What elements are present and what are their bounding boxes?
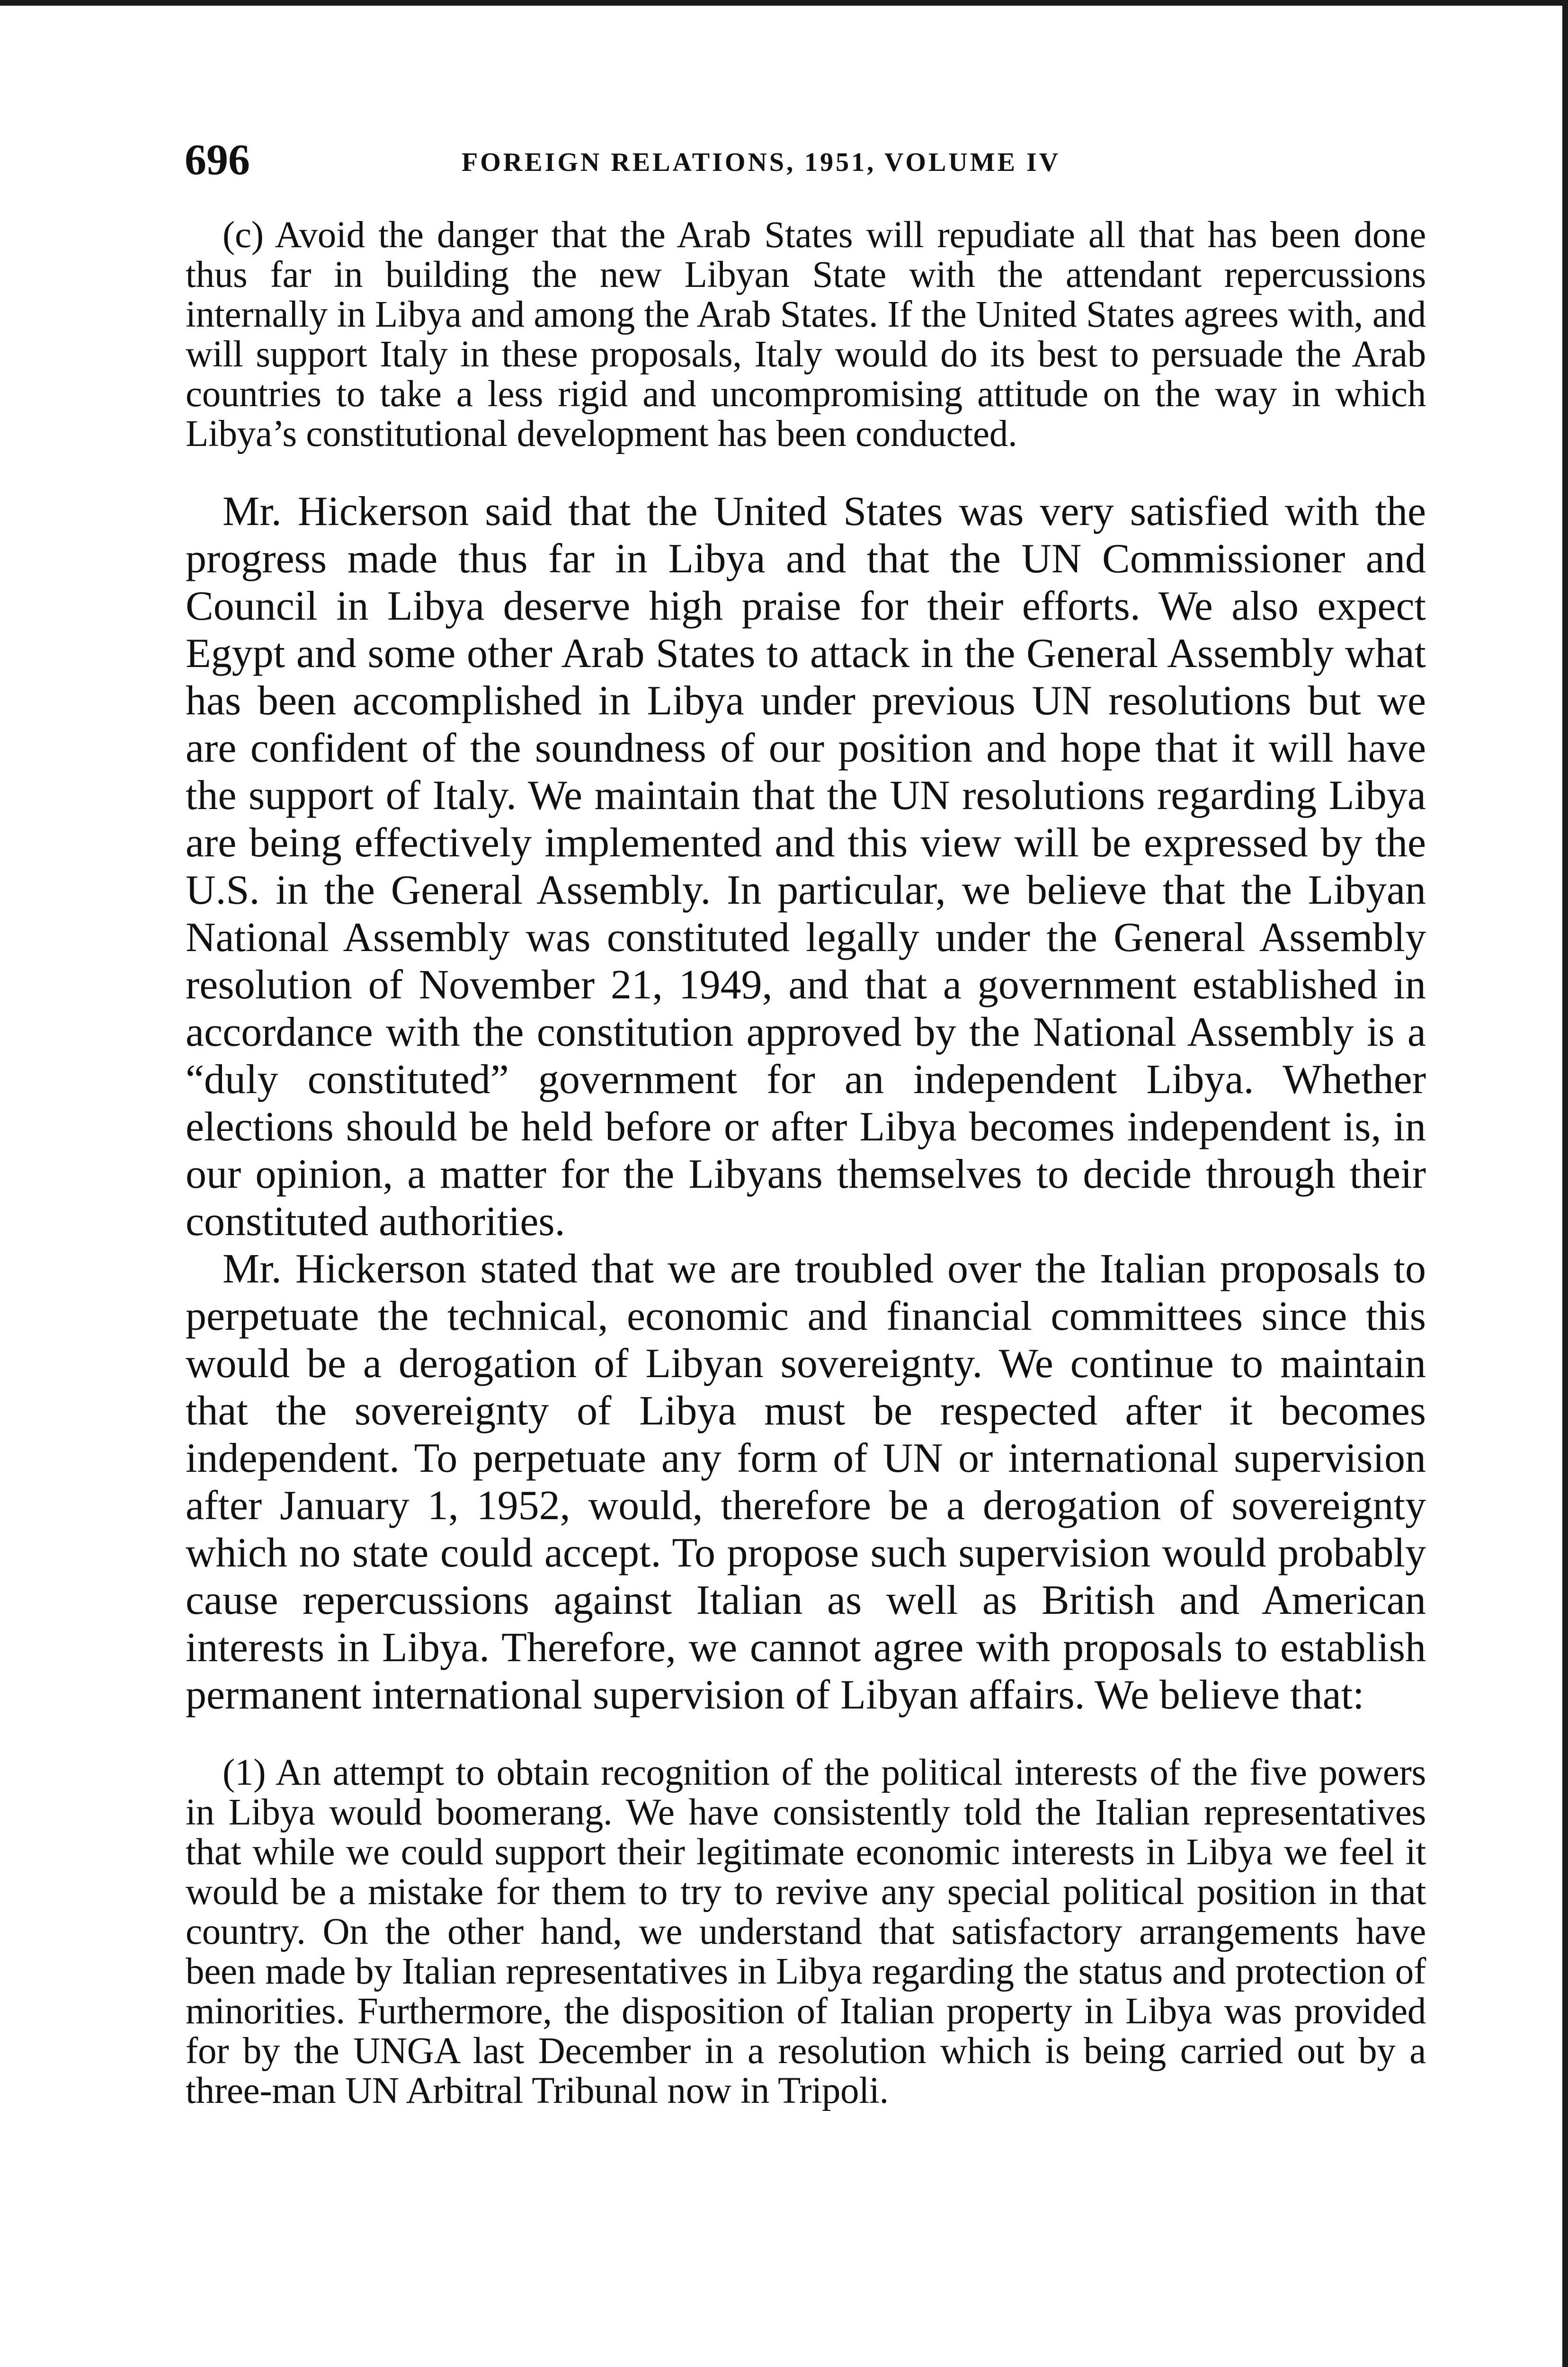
document-body <box>186 215 1426 2111</box>
paragraph-c-avoid-danger: (c) Avoid the danger that the Arab States will repudiate all that has been done thus far in building the new Libyan State with the attendant repercussions internally in Libya and among the Arab States. If the United States agrees with, and will support Italy in these proposals, Italy would do its best to persuade the Arab countries to take a less rigid and uncompromising attitude on the way in which Libya’s constitutional development has been conducted. <box>186 214 1426 454</box>
paragraph-hickerson-troubled: Mr. Hickerson stated that we are troubled over the Italian proposals to perpetuate the technical, economic and financial committees since this would be a derogation of Libyan sovereignty. We continue to maintain that the sovereignty of Libya must be respected after it becomes independent. To perpetuate any form of UN or international supervision after January 1, 1952, would, therefore be a derogation of sovereignty which no state could accept. To propose such supervision would probably cause repercussions against Italian as well as British and American interests in Libya. Therefore, we cannot agree with proposals to establish permanent international supervision of Libyan affairs. We believe that: <box>186 1246 1426 1718</box>
page-number: 696 <box>185 135 250 184</box>
scan-edge-right <box>1562 0 1568 2367</box>
running-head <box>185 133 1434 186</box>
running-title: FOREIGN RELATIONS, 1951, VOLUME IV <box>462 148 1061 177</box>
paragraph-hickerson-satisfied: Mr. Hickerson said that the United States was very satisfied with the progress made thus far in Libya and that the UN Commissioner and Council in Libya deserve high praise for their efforts. We also expect Egypt and some other Arab States to attack in the General Assembly what has been accomplished in Libya under previous UN resolutions but we are confident of the soundness of our position and hope that it will have the support of Italy. We maintain that the UN resolutions regarding Libya are being effectively implemented and this view will be expressed by the U.S. in the General Assembly. In particular, we believe that the Libyan National Assembly was constituted legally under the General Assembly resolution of November 21, 1949, and that a government established in accordance with the constitution approved by the National Assembly is a “duly constituted” government for an independent Libya. Whether elections should be held before or after Libya becomes independent is, in our opinion, a matter for the Libyans themselves to decide through their constituted authorities. <box>186 489 1426 1245</box>
paragraph-1-recognition: (1) An attempt to obtain recognition of the political interests of the five powers in Libya would boomerang. We have consistently told the Italian representatives that while we could support their legitimate economic interests in Libya we feel it would be a mistake for them to try to revive any special political position in that country. On the other hand, we understand that satisfactory arrangements have been made by Italian representatives in Libya regarding the status and protection of minorities. Furthermore, the disposition of Italian property in Libya was provided for by the UNGA last December in a resolution which is being carried out by a three-man UN Arbitral Tribunal now in Tripoli. <box>186 1752 1426 2111</box>
scan-edge-top <box>0 0 1568 6</box>
